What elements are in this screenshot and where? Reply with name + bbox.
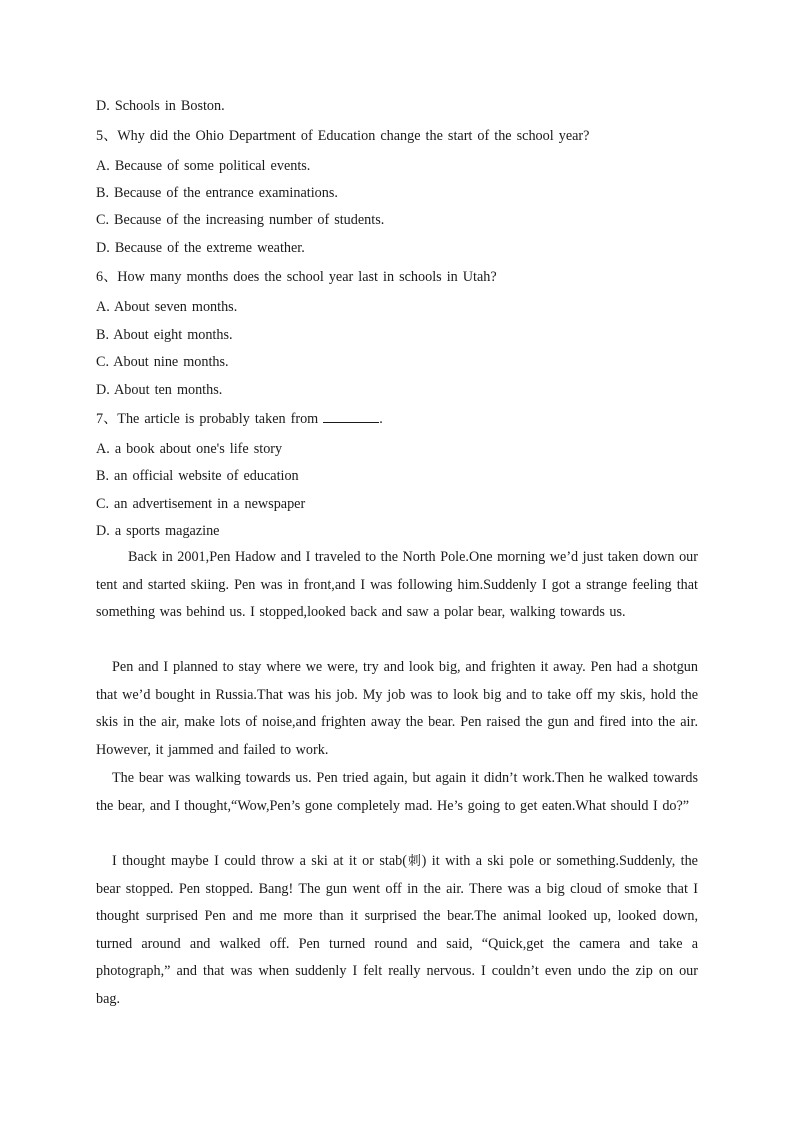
q7-question-text: 7、The article is probably taken from bbox=[96, 411, 324, 427]
q6-option-a: A. About seven months. bbox=[96, 299, 238, 315]
passage-paragraph-2: Pen and I planned to stay where we were, try and look big, and frighten it away. Pen had a shotgun that we’d bought in Russia.That was his job. My job was to look big and to take off my skis, hold the skis in the air, make lots of noise,and frighten away the bear. Pen raised the gun and fired into the air. However, it jammed and failed to work. bbox=[96, 659, 698, 758]
q6-option-d: D. About ten months. bbox=[96, 382, 223, 398]
q5-question: 5、Why did the Ohio Department of Education change the start of the school year? bbox=[96, 128, 590, 144]
passage-paragraph-3: The bear was walking towards us. Pen tried again, but again it didn’t work.Then he walked towards the bear, and I thought,“Wow,Pen’s gone completely mad. He’s going to get eaten.What should I do?” bbox=[96, 770, 698, 814]
q5-option-b: B. Because of the entrance examinations. bbox=[96, 185, 338, 201]
q7-option-d: D. a sports magazine bbox=[96, 523, 220, 539]
q4-option-d: D. Schools in Boston. bbox=[96, 98, 225, 114]
q6-option-c: C. About nine months. bbox=[96, 354, 229, 370]
q7-option-b: B. an official website of education bbox=[96, 468, 299, 484]
chinese-gloss: 刺 bbox=[406, 854, 422, 869]
q5-option-d: D. Because of the extreme weather. bbox=[96, 240, 305, 256]
answer-blank bbox=[323, 410, 379, 423]
q7-question bbox=[96, 410, 383, 428]
q7-option-a: A. a book about one's life story bbox=[96, 441, 283, 457]
passage-paragraph-1: Back in 2001,Pen Hadow and I traveled to the North Pole.One morning we’d just taken down our tent and started skiing. Pen was in front,and I was following him.Suddenly I got a strange feeling that something was behind us. I stopped,looked back and saw a polar bear, walking towards us. bbox=[96, 549, 698, 621]
paragraph-4-rest: ) it with a ski pole or something.Suddenly, the bear stopped. Pen stopped. Bang! The gun went off in the air. There was a big cloud of smoke that I thought surprised Pen and me more than it surprised the bear.The animal looked up, looked down, turned around and walked off. Pen turned round and said, “Quick,get the camera and take a photograph,” and that was when suddenly I felt really nervous. I couldn’t even undo the zip on our bag. bbox=[96, 853, 698, 1007]
q6-question: 6、How many months does the school year last in schools in Utah? bbox=[96, 269, 497, 285]
q5-option-c: C. Because of the increasing number of students. bbox=[96, 212, 385, 228]
q6-option-b: B. About eight months. bbox=[96, 327, 233, 343]
passage-paragraph-4 bbox=[96, 848, 698, 1014]
q5-option-a: A. Because of some political events. bbox=[96, 158, 311, 174]
q7-option-c: C. an advertisement in a newspaper bbox=[96, 496, 306, 512]
paragraph-4-start: I thought maybe I could throw a ski at it or stab( bbox=[112, 853, 407, 869]
q7-question-end: . bbox=[379, 411, 383, 427]
